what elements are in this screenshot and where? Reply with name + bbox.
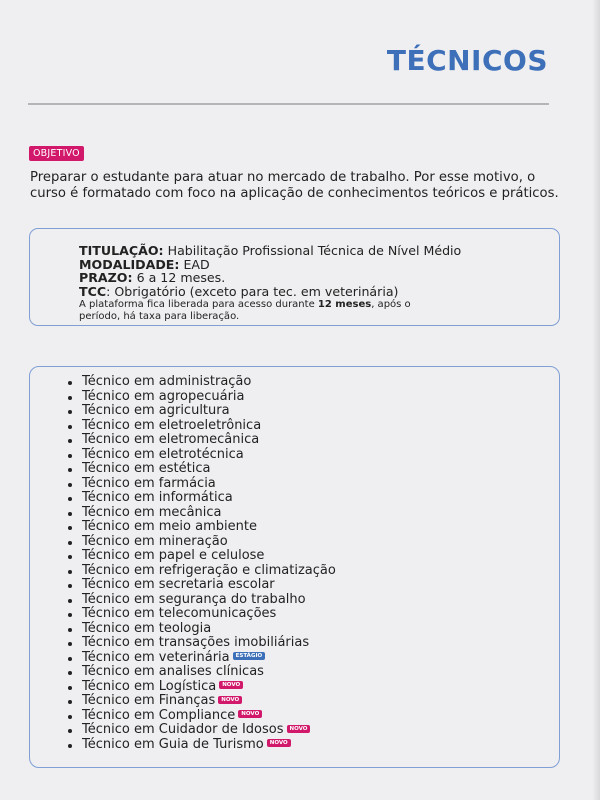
- objective-text: Preparar o estudante para atuar no mercado de trabalho. Por esse motivo, o curso é formatado com foco na aplicação de conhecimentos teóricos e práticos.: [30, 170, 559, 201]
- course-list-item: [82, 462, 336, 477]
- course-name: Técnico em informática: [82, 490, 233, 505]
- course-name: Técnico em telecomunicações: [82, 606, 277, 621]
- prazo-line: [79, 271, 461, 285]
- course-list-item: [82, 694, 336, 709]
- course-list-item: [82, 448, 336, 463]
- course-name: Técnico em agropecuária: [82, 388, 245, 404]
- novo-badge: NOVO: [287, 725, 311, 733]
- course-list-item: [82, 375, 336, 390]
- course-list-item: [82, 738, 336, 753]
- course-list-item: [82, 723, 336, 738]
- prazo-value: 6 a 12 meses.: [132, 270, 226, 286]
- course-list-item: [82, 564, 336, 579]
- course-list: [82, 375, 336, 752]
- novo-badge: NOVO: [219, 681, 243, 689]
- course-info-content: [79, 244, 461, 323]
- course-list-item: [82, 578, 336, 593]
- novo-badge: NOVO: [267, 739, 291, 747]
- course-name: Técnico em veterinária: [82, 649, 230, 665]
- novo-badge: NOVO: [238, 710, 262, 718]
- modalidade-value: EAD: [179, 256, 210, 272]
- course-name: Técnico em farmácia: [82, 475, 216, 491]
- course-name: Técnico em teologia: [82, 620, 212, 636]
- course-name: Técnico em agricultura: [82, 403, 230, 418]
- course-list-item: [82, 709, 336, 724]
- titulacao-label: TITULAÇÃO:: [79, 243, 164, 258]
- tcc-line: [79, 285, 461, 299]
- course-name: Técnico em transações imobiliárias: [82, 635, 310, 650]
- course-list-item: [82, 636, 336, 651]
- course-list-item: [82, 680, 336, 695]
- course-list-item: [82, 651, 336, 666]
- course-list-item: [82, 433, 336, 448]
- course-name: Técnico em estética: [82, 461, 211, 476]
- titulacao-value: Habilitação Profissional Técnica de Nível Médio: [163, 243, 462, 258]
- course-name: Técnico em Finanças: [82, 693, 216, 708]
- course-name: Técnico em secretaria escolar: [82, 577, 275, 592]
- course-name: Técnico em eletrotécnica: [82, 446, 244, 462]
- course-list-item: [82, 506, 336, 521]
- platform-access-note: [79, 299, 461, 323]
- page-title: TÉCNICOS: [386, 44, 548, 77]
- course-name: Técnico em mineração: [82, 533, 228, 549]
- course-name: Técnico em papel e celulose: [82, 548, 265, 563]
- modalidade-label: MODALIDADE:: [79, 256, 180, 272]
- course-name: Técnico em meio ambiente: [82, 519, 257, 534]
- course-list-item: [82, 622, 336, 637]
- title-divider: [28, 103, 549, 105]
- course-name: Técnico em Guia de Turismo: [82, 736, 264, 752]
- novo-badge: NOVO: [218, 696, 242, 704]
- course-list-item: [82, 549, 336, 564]
- tcc-value: : Obrigatório (exceto para tec. em veterinária): [106, 283, 399, 299]
- estagio-badge: ESTÁGIO: [233, 652, 266, 660]
- course-list-item: [82, 477, 336, 492]
- course-info-box: [29, 228, 560, 326]
- course-name: Técnico em analises clínicas: [82, 664, 264, 679]
- course-list-item: [82, 390, 336, 405]
- modalidade-line: [79, 258, 461, 272]
- note-suffix-2: período, há taxa para liberação.: [79, 311, 240, 323]
- course-name: Técnico em segurança do trabalho: [82, 591, 306, 607]
- course-name: Técnico em mecânica: [82, 504, 222, 520]
- course-list-item: [82, 665, 336, 680]
- prazo-label: PRAZO:: [79, 270, 133, 286]
- course-list-item: [82, 607, 336, 622]
- course-list-item: [82, 491, 336, 506]
- course-list-item: [82, 520, 336, 535]
- course-list-item: [82, 593, 336, 608]
- course-name: Técnico em administração: [82, 374, 252, 389]
- note-prefix: A plataforma fica liberada para acesso durante: [79, 299, 318, 311]
- note-suffix-1: , após o: [371, 299, 411, 311]
- course-list-item: [82, 419, 336, 434]
- course-list-item: [82, 535, 336, 550]
- page-edge-shadow: [592, 0, 600, 800]
- tcc-label: TCC: [79, 283, 107, 299]
- course-name: Técnico em eletroeletrônica: [82, 417, 262, 433]
- objective-badge: OBJETIVO: [29, 146, 84, 161]
- course-name: Técnico em Cuidador de Idosos: [82, 722, 284, 737]
- course-list-box: [29, 366, 560, 768]
- course-name: Técnico em refrigeração e climatização: [82, 562, 336, 578]
- note-bold: 12 meses: [317, 299, 372, 311]
- course-name: Técnico em Compliance: [82, 707, 236, 723]
- titulacao-line: [79, 244, 461, 258]
- course-list-item: [82, 404, 336, 419]
- course-name: Técnico em eletromecânica: [82, 432, 260, 447]
- course-name: Técnico em Logística: [82, 678, 217, 694]
